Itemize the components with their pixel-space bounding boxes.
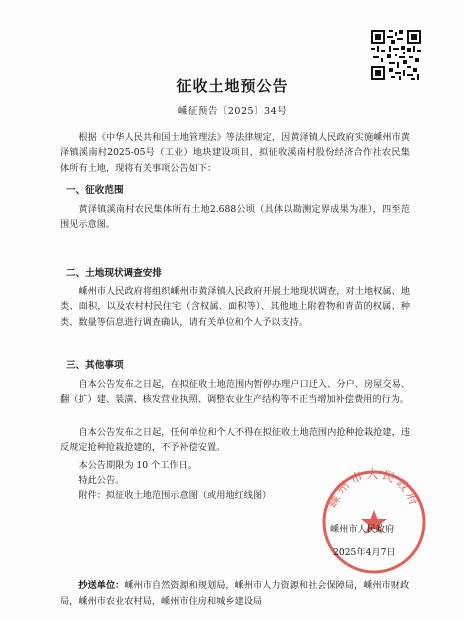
section-body-survey: 嵊州市人民政府将组织嵊州市黄泽镇人民政府开展土地现状调查，对土地权属、地类、面积，以及农村村民住宅（含权属、面积等）、其他地上附着物和青苗的权属、种类、数量等信息进行调查确认，请有关单位和个人予以支持。 (60, 286, 410, 328)
notice-title: 征收土地预公告 (176, 77, 289, 95)
cc-label: 抄送单位： (78, 580, 125, 591)
document-number: 嵊征预告〔2025〕34号 (177, 106, 288, 117)
section-heading-survey: 二、土地现状调查安排 (66, 268, 162, 279)
other-item-period: 本公告期限为 10 个工作日。 (78, 460, 197, 471)
other-item-no-planting: 自本公告发布之日起，任何单位和个人不得在拟征收土地范围内抢种抢栽抢建，违反规定抢种抢栽抢建的，不予补偿安置。 (60, 427, 410, 454)
svg-text:嵊州市人民政府 (325, 467, 422, 510)
issue-date: 2025年4月7日 (333, 547, 396, 558)
seal-text: 嵊州市人民政府 (325, 466, 423, 510)
issuer-name: 嵊州市人民政府 (330, 524, 395, 535)
cc-text: 嵊州市自然资源和规划局，嵊州市人力资源和社会保障局，嵊州市财政局，嵊州市农业农村局，嵊州市住房和城乡建设局 (60, 580, 410, 607)
other-item-closing: 特此公告。 (78, 475, 125, 486)
section-heading-other: 三、其他事项 (66, 360, 124, 371)
attachment-line: 附件：拟征收土地范围示意图（或用地红线图） (78, 490, 272, 501)
intro-paragraph: 根据《中华人民共和国土地管理法》等法律规定，因黄泽镇人民政府实施嵊州市黄泽镇溪南村2025-05号（工业）地块建设项目，拟征收溪南村股份经济合作社农民集体所有土地，现将有关事项公告如下： (60, 132, 410, 174)
section-heading-scope: 一、征收范围 (66, 185, 124, 196)
section-body-scope: 黄泽镇溪南村农民集体所有土地2.688公顷（具体以勘测定界成果为准），四至范围见示意图。 (60, 204, 410, 231)
other-item-suspend: 自本公告发布之日起，在拟征收土地范围内暂停办理户口迁入、分户、房屋交易、翻（扩）建、装潢、核发营业执照、调整农业生产结构等不正当增加补偿费用的行为。 (60, 379, 410, 406)
qr-code-icon (371, 30, 421, 80)
cc-list (60, 578, 425, 609)
qr-code-graphic (371, 30, 421, 80)
